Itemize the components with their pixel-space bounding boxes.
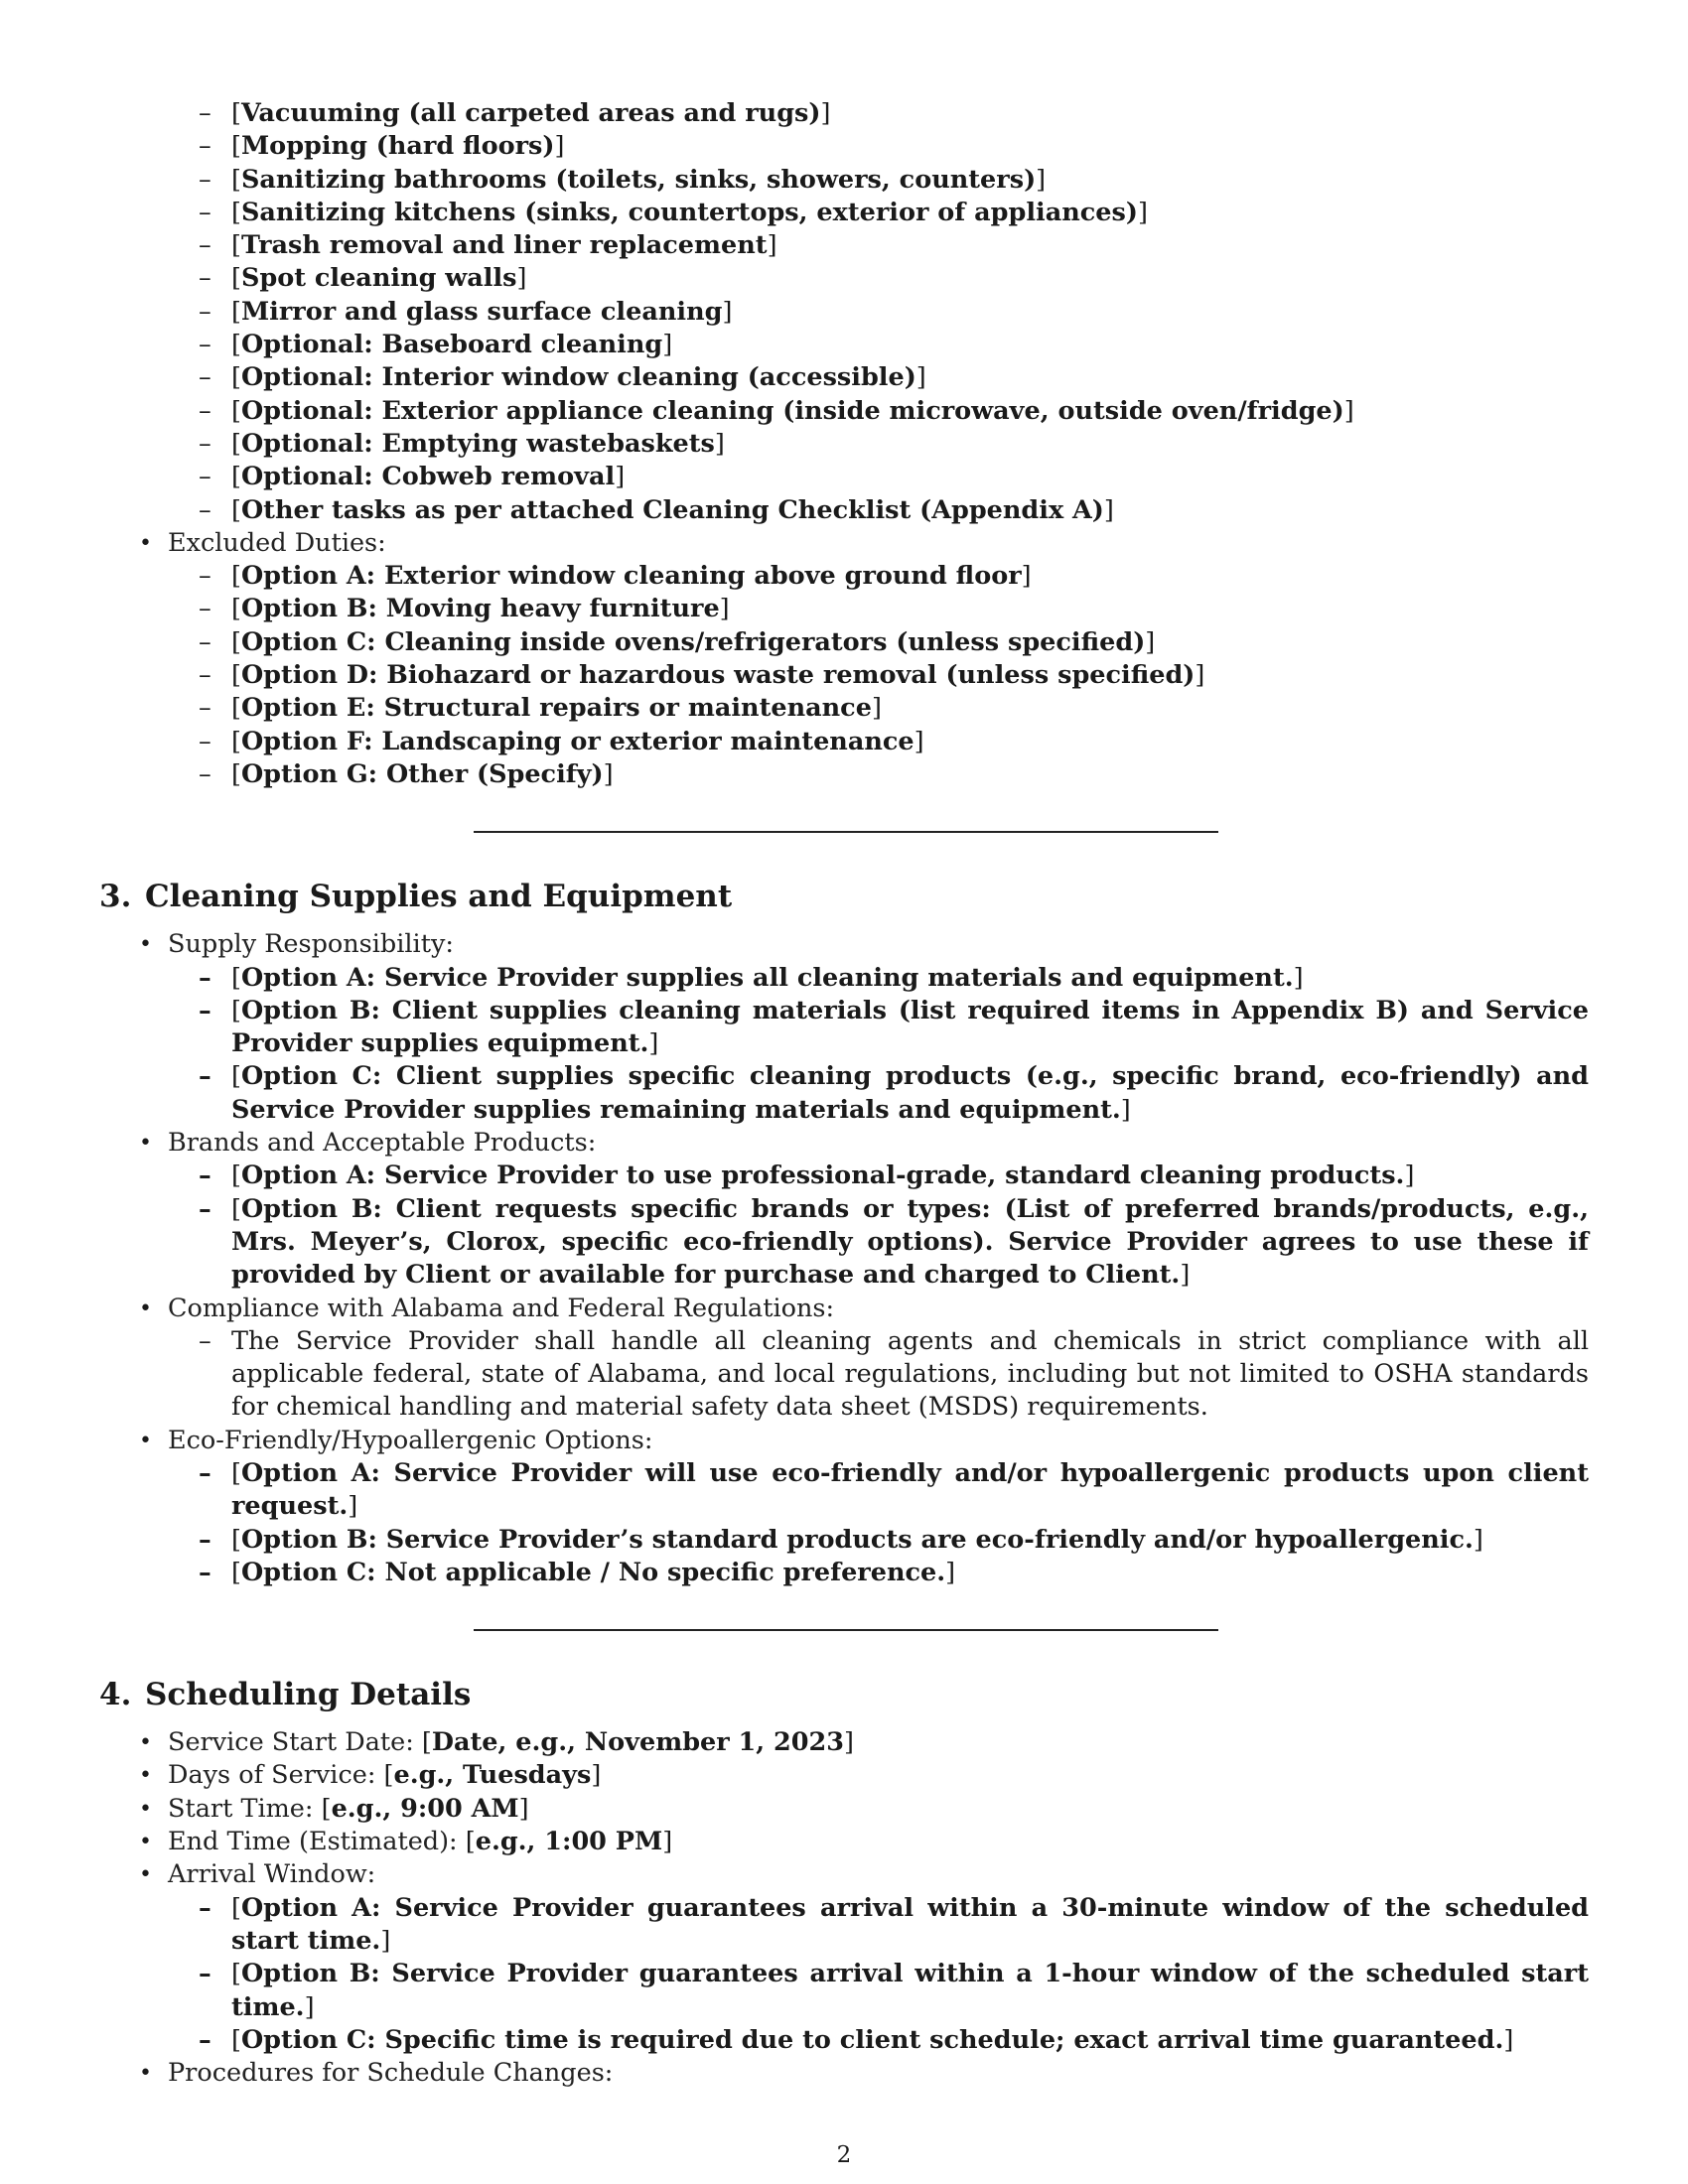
excluded-duties-label: Excluded Duties:: [168, 527, 386, 558]
excluded-duties: [99, 527, 1589, 791]
supply-responsibility: • Supply Responsibility: – [Option A: Service Provider supplies all cleaning materials and equipment.] – [Option B: Client supplies cleaning materials (list required items in Appendix B) and Service Provider supplies equipment.] – [Option C: Client supplies specific cleaning products (e.g., specific brand, eco-friendly) and Service Provider supplies remaining materials and equipment.]: [99, 928, 1589, 1127]
list-item: – [Option G: Other (Specify)]: [168, 758, 1589, 791]
list-item: – [Option E: Structural repairs or maintenance]: [168, 692, 1589, 725]
list-item: – [Other tasks as per attached Cleaning Checklist (Appendix A)]: [99, 494, 1589, 527]
brands-products: • Brands and Acceptable Products: – [Option A: Service Provider to use professional-grade, standard cleaning products.] – [Option B: Client requests specific brands or types: (List of preferred brands/products, e.g., Mrs. Meyer’s, Clorox, specific eco-friendly options). Service Provider agrees to use these if provided by Client or available for purchase and charged to Client.]: [99, 1127, 1589, 1292]
compliance: • Compliance with Alabama and Federal Regulations: – The Service Provider shall handle all cleaning agents and chemicals in strict compliance with all applicable federal, state of Alabama, and local regulations, including but not limited to OSHA standards for chemical handling and material safety data sheet (MSDS) requirements.: [99, 1293, 1589, 1425]
list-item: – [Option A: Service Provider will use eco-friendly and/or hypoallergenic products upon client request.]: [168, 1457, 1589, 1524]
list-item: – [Option A: Exterior window cleaning above ground floor]: [168, 560, 1589, 593]
section-4-heading: 4. Scheduling Details: [99, 1677, 472, 1713]
list-item: – [Trash removal and liner replacement]: [99, 229, 1589, 262]
list-item: – [Option B: Service Provider’s standard products are eco-friendly and/or hypoallergenic.]: [168, 1524, 1589, 1557]
section-3-list: [99, 928, 1589, 1589]
list-item: – [Spot cleaning walls]: [99, 262, 1589, 295]
list-item: – [Option B: Service Provider guarantees arrival within a 1-hour window of the scheduled start time.]: [168, 1958, 1589, 2024]
list-item: – [Mirror and glass surface cleaning]: [99, 296, 1589, 329]
list-item: – [Option C: Client supplies specific cleaning products (e.g., specific brand, eco-friendly) and Service Provider supplies remaining materials and equipment.]: [168, 1060, 1589, 1127]
list-item: – The Service Provider shall handle all cleaning agents and chemicals in strict compliance with all applicable federal, state of Alabama, and local regulations, including but not limited to OSHA standards for chemical handling and material safety data sheet (MSDS) requirements.: [168, 1325, 1589, 1425]
list-item: – [Option F: Landscaping or exterior maintenance]: [168, 726, 1589, 758]
page-content: [99, 97, 1589, 2090]
list-item: – [Optional: Baseboard cleaning]: [99, 329, 1589, 361]
list-item: – [Option C: Cleaning inside ovens/refrigerators (unless specified)]: [168, 626, 1589, 659]
eco-options: • Eco-Friendly/Hypoallergenic Options: – [Option A: Service Provider will use eco-friendly and/or hypoallergenic products upon client request.] – [Option B: Service Provider’s standard products are eco-friendly and/or hypoallergenic.] – [Option C: Not applicable / No specific preference.]: [99, 1425, 1589, 1589]
page-number: 2: [836, 2142, 852, 2168]
list-item: – [Option A: Service Provider supplies all cleaning materials and equipment.]: [168, 962, 1589, 995]
section-4-list: [99, 1726, 1589, 2090]
list-item: – [Optional: Emptying wastebaskets]: [99, 428, 1589, 461]
list-item: – [Option C: Not applicable / No specific preference.]: [168, 1557, 1589, 1589]
list-item: – [Optional: Exterior appliance cleaning (inside microwave, outside oven/fridge)]: [99, 395, 1589, 428]
section-3-heading: 3. Cleaning Supplies and Equipment: [99, 879, 733, 915]
list-item: – [Option B: Moving heavy furniture]: [168, 593, 1589, 625]
list-item: – [Mopping (hard floors)]: [99, 130, 1589, 163]
arrival-window: • Arrival Window: – [Option A: Service Provider guarantees arrival within a 30-minute window of the scheduled start time.] – [Option B: Service Provider guarantees arrival within a 1-hour window of the scheduled start time.] – [Option C: Specific time is required due to client schedule; exact arrival time guaranteed.]: [99, 1858, 1589, 2057]
list-item: – [Optional: Cobweb removal]: [99, 461, 1589, 493]
list-item: – [Sanitizing bathrooms (toilets, sinks, showers, counters)]: [99, 164, 1589, 197]
start-time: • Start Time: [e.g., 9:00 AM]: [99, 1793, 1589, 1826]
list-item: – [Option B: Client requests specific brands or types: (List of preferred brands/products, e.g., Mrs. Meyer’s, Clorox, specific eco-friendly options). Service Provider agrees to use these if provided by Client or available for purchase and charged to Client.]: [168, 1193, 1589, 1293]
list-item: – [Option A: Service Provider to use professional-grade, standard cleaning products.]: [168, 1160, 1589, 1192]
end-time: • End Time (Estimated): [e.g., 1:00 PM]: [99, 1826, 1589, 1858]
list-item: – [Sanitizing kitchens (sinks, countertops, exterior of appliances)]: [99, 197, 1589, 229]
list-item: – [Option C: Specific time is required due to client schedule; exact arrival time guaranteed.]: [168, 2024, 1589, 2057]
list-item: – [Option D: Biohazard or hazardous waste removal (unless specified)]: [168, 659, 1589, 692]
included-tasks-list: [99, 97, 1589, 527]
schedule-changes: • Procedures for Schedule Changes:: [99, 2057, 1589, 2090]
list-item: – [Optional: Interior window cleaning (accessible)]: [99, 361, 1589, 394]
list-item: – [Option B: Client supplies cleaning materials (list required items in Appendix B) and Service Provider supplies equipment.]: [168, 995, 1589, 1061]
list-item: – [Vacuuming (all carpeted areas and rugs)]: [99, 97, 1589, 130]
excluded-duties-list: [99, 527, 1589, 791]
start-date: • Service Start Date: [Date, e.g., November 1, 2023]: [99, 1726, 1589, 1759]
days-of-service: • Days of Service: [e.g., Tuesdays]: [99, 1759, 1589, 1792]
list-item: – [Option A: Service Provider guarantees arrival within a 30-minute window of the scheduled start time.]: [168, 1892, 1589, 1959]
